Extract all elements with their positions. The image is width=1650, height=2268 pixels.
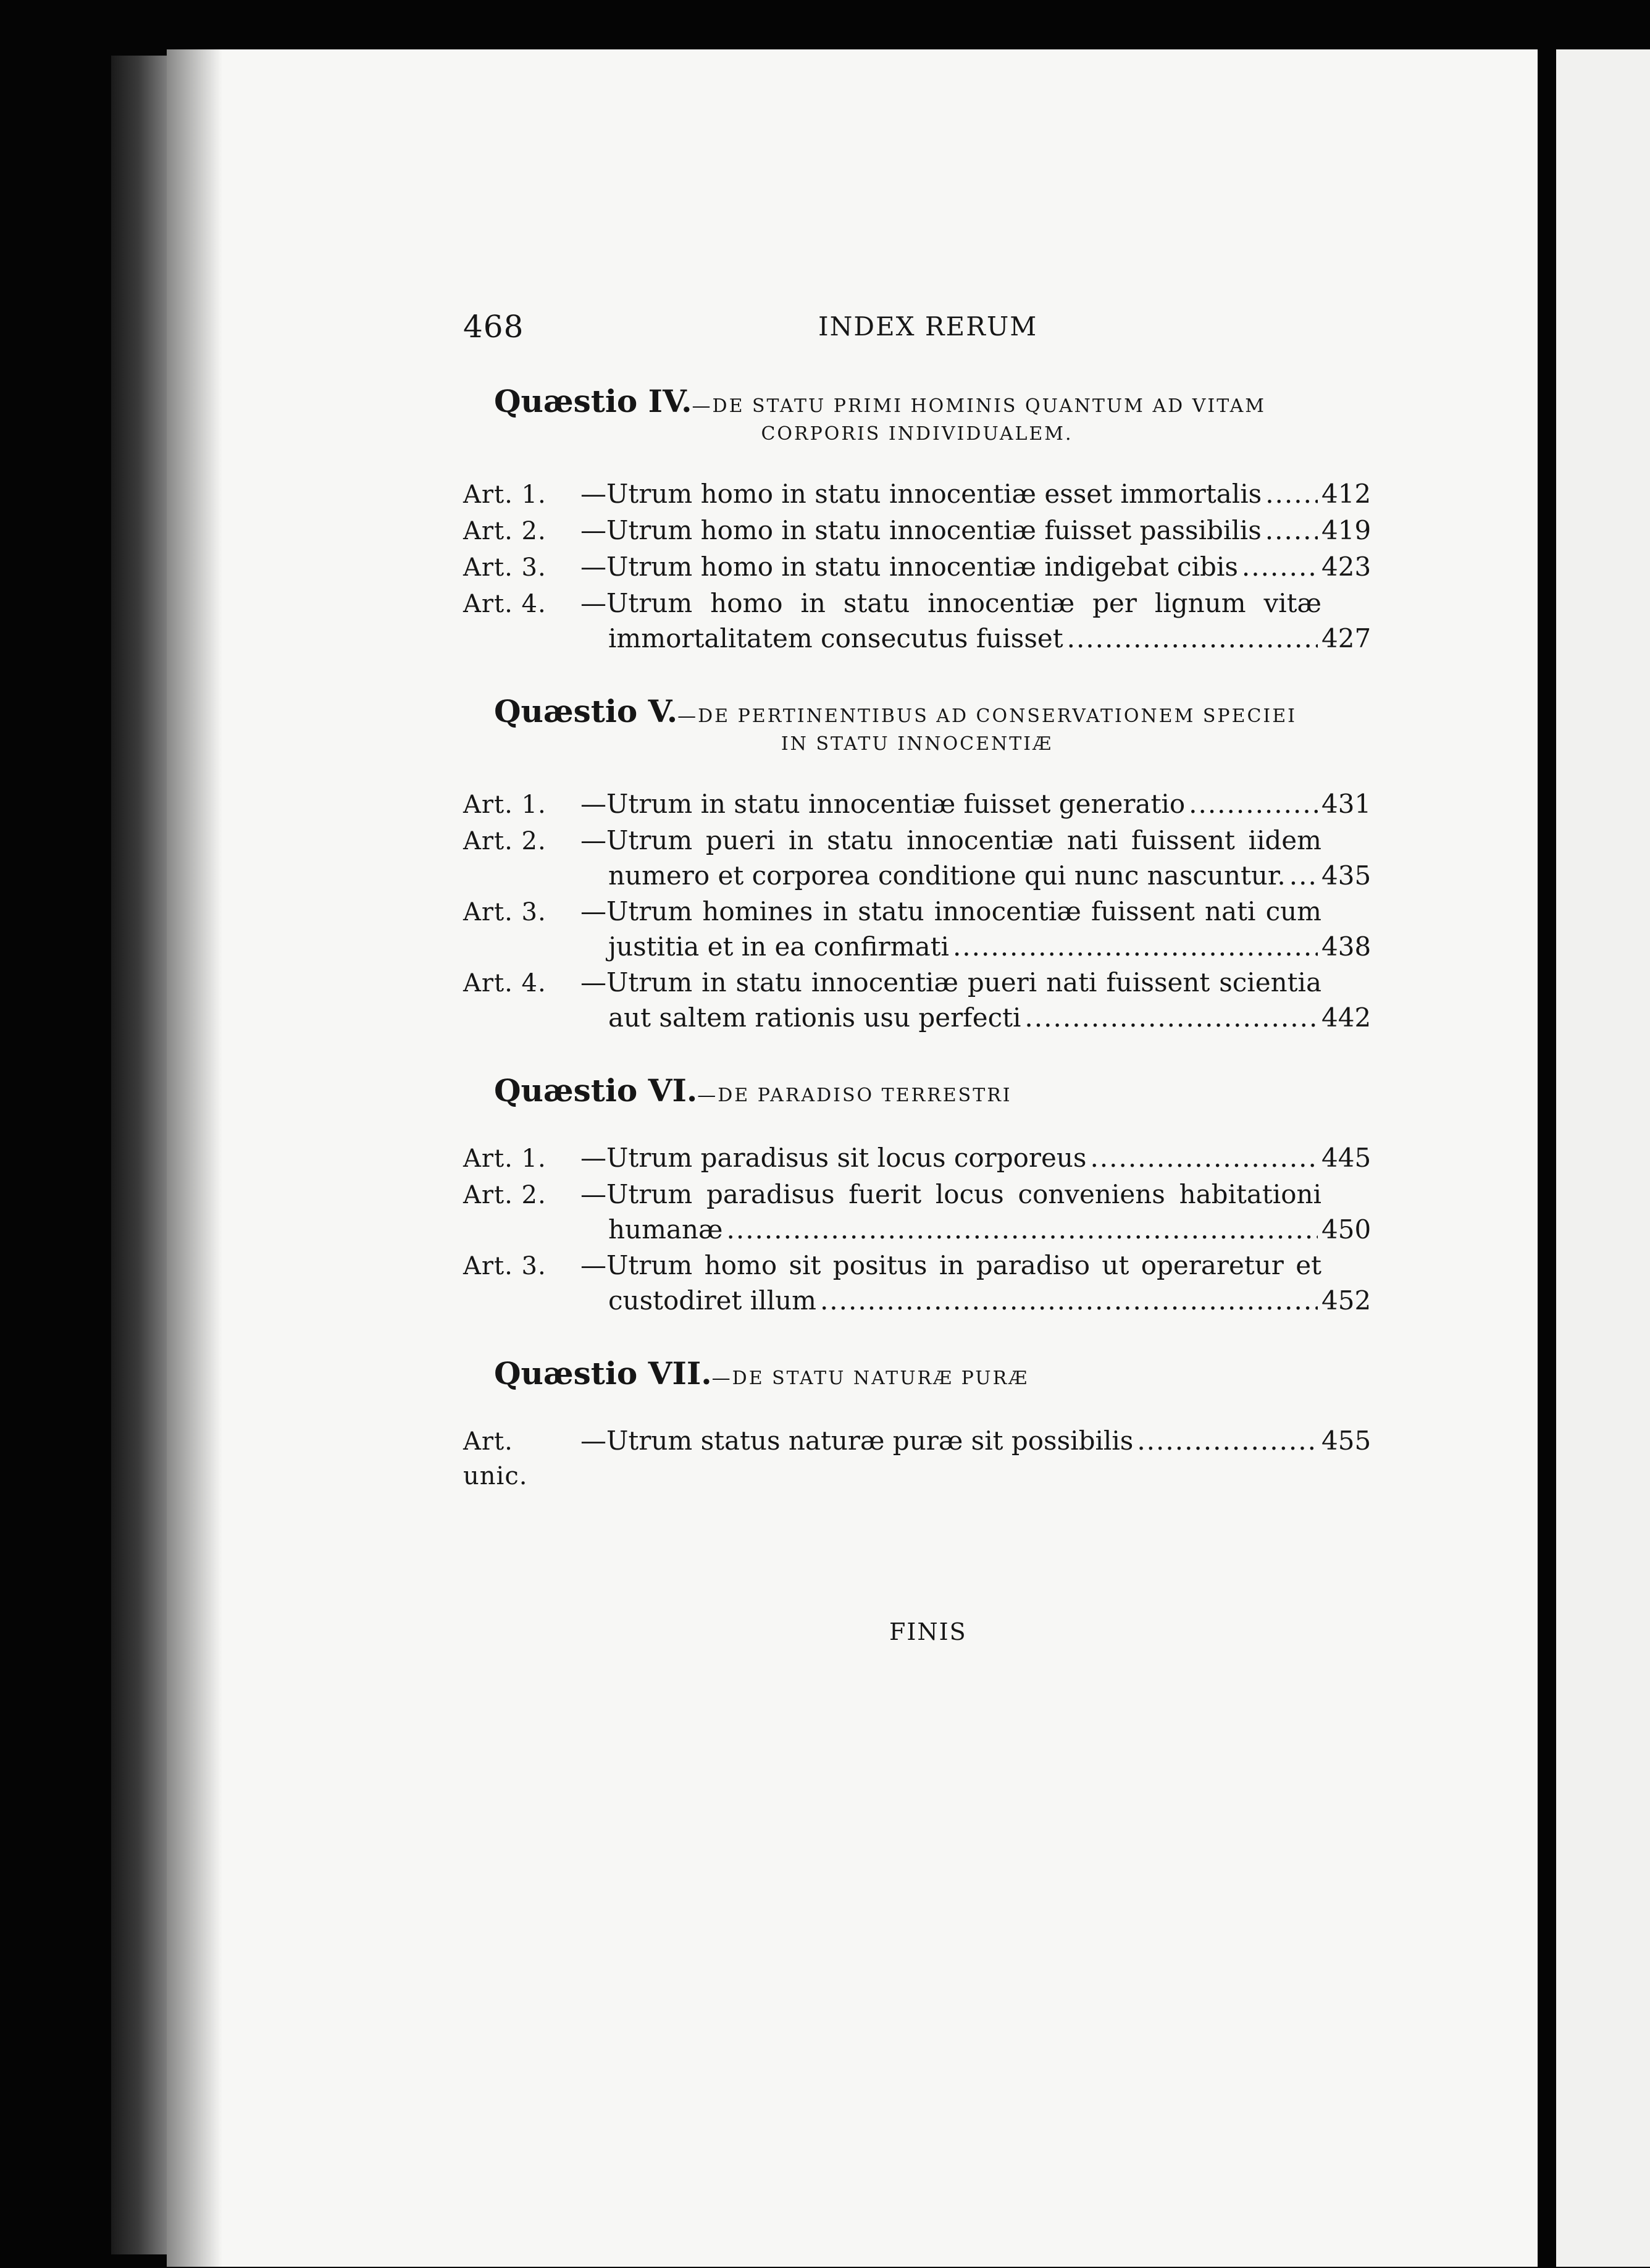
article-title: —Utrum homo in statu innocentiæ fuisset passibilis <box>580 515 1262 545</box>
article-title-continuation: numero et corporea conditione qui nunc nascuntur. <box>608 860 1286 891</box>
leader-dots <box>1024 1001 1318 1035</box>
article-number: Art. unic. <box>463 1427 528 1490</box>
article-title: —Utrum in statu innocentiæ fuisset generatio <box>580 789 1186 819</box>
page-number: 468 <box>463 309 524 345</box>
leader-dots <box>820 1283 1318 1318</box>
question-label: Quæstio VI. <box>494 1072 698 1109</box>
article-entry <box>463 1248 1371 1318</box>
article-title: —Utrum homo in statu innocentiæ indigebat cibis <box>580 552 1238 582</box>
leader-dots <box>1289 859 1318 893</box>
article-list <box>463 1424 1371 1493</box>
article-number: Art. 2. <box>463 517 547 545</box>
adjacent-page-edge <box>1556 49 1650 2267</box>
article-number: Art. 3. <box>463 1252 547 1280</box>
page-reference: 431 <box>1321 789 1372 819</box>
running-title: INDEX RERUM <box>818 311 1038 342</box>
page-reference: 450 <box>1321 1214 1372 1245</box>
leader-dots <box>1067 621 1318 656</box>
article-number: Art. 1. <box>463 1144 547 1173</box>
article-entry <box>463 787 1371 822</box>
article-entry <box>463 477 1371 512</box>
question-label: Quæstio VII. <box>494 1355 712 1392</box>
question-heading <box>494 1355 1315 1392</box>
article-number: Art. 3. <box>463 898 547 926</box>
article-title-continuation: immortalitatem consecutus fuisset <box>608 623 1063 653</box>
article-number: Art. 1. <box>463 791 547 819</box>
page-reference: 412 <box>1321 479 1372 509</box>
article-entry <box>463 894 1371 964</box>
article-title: —Utrum pueri in statu innocentiæ nati fuissent iidem <box>580 825 1321 855</box>
page-reference: 438 <box>1321 931 1372 962</box>
page-reference: 445 <box>1321 1143 1372 1173</box>
running-head <box>463 309 1371 358</box>
article-title: —Utrum status naturæ puræ sit possibilis <box>580 1426 1134 1456</box>
article-number: Art. 3. <box>463 553 547 582</box>
page-gutter-shadow <box>167 49 222 2267</box>
article-number: Art. 1. <box>463 481 547 509</box>
page-reference: 442 <box>1321 1002 1372 1033</box>
question-heading <box>494 383 1315 419</box>
question-label: Quæstio IV. <box>494 383 692 419</box>
article-entry <box>463 1141 1371 1176</box>
article-title: —Utrum homines in statu innocentiæ fuissent nati cum <box>580 896 1321 926</box>
question-title: —DE STATU PRIMI HOMINIS QUANTUM AD VITAM <box>692 395 1266 417</box>
article-title-continuation: humanæ <box>608 1214 723 1245</box>
leader-dots <box>1090 1141 1318 1175</box>
article-title-continuation: custodiret illum <box>608 1285 816 1316</box>
page-reference: 452 <box>1321 1285 1372 1316</box>
article-list <box>463 1141 1371 1318</box>
article-title: —Utrum paradisus sit locus corporeus <box>580 1143 1087 1173</box>
article-title: —Utrum paradisus fuerit locus conveniens habitationi <box>580 1179 1321 1209</box>
question-title-continuation: IN STATU INNOCENTIÆ <box>781 733 1053 755</box>
article-entry <box>463 513 1371 548</box>
leader-dots <box>1137 1424 1318 1458</box>
leader-dots <box>1189 787 1318 821</box>
question-section <box>463 1355 1371 1493</box>
question-title-continuation: CORPORIS INDIVIDUALEM. <box>761 423 1073 445</box>
article-title: —Utrum in statu innocentiæ pueri nati fuissent scientia <box>580 967 1321 998</box>
leader-dots <box>727 1212 1318 1247</box>
article-entry <box>463 1424 1371 1493</box>
page-reference: 455 <box>1321 1426 1372 1456</box>
article-entry <box>463 586 1371 656</box>
article-number: Art. 2. <box>463 827 547 855</box>
question-list <box>463 383 1371 1493</box>
question-title: —DE PERTINENTIBUS AD CONSERVATIONEM SPECIEI <box>677 705 1297 727</box>
article-number: Art. 4. <box>463 969 547 998</box>
article-list <box>463 477 1371 656</box>
question-section <box>463 383 1371 656</box>
question-title: —DE STATU NATURÆ PURÆ <box>711 1367 1029 1389</box>
question-heading <box>494 693 1315 729</box>
page-reference: 419 <box>1321 515 1372 545</box>
page-reference: 427 <box>1321 623 1372 653</box>
question-label: Quæstio V. <box>494 693 678 729</box>
question-heading <box>494 1072 1315 1109</box>
finis-label: FINIS <box>889 1618 967 1645</box>
article-list <box>463 787 1371 1035</box>
article-title-continuation: aut saltem rationis usu perfecti <box>608 1002 1021 1033</box>
question-title: —DE PARADISO TERRESTRI <box>697 1085 1012 1106</box>
article-title: —Utrum homo in statu innocentiæ per lignum vitæ <box>580 588 1321 618</box>
leader-dots <box>1265 513 1318 548</box>
article-number: Art. 2. <box>463 1181 547 1209</box>
leader-dots <box>1265 477 1318 511</box>
question-section <box>463 1072 1371 1318</box>
article-entry <box>463 550 1371 585</box>
index-content <box>463 309 1371 1531</box>
leader-dots <box>953 930 1318 964</box>
article-entry <box>463 823 1371 893</box>
question-section <box>463 693 1371 1035</box>
article-entry <box>463 1177 1371 1247</box>
article-title: —Utrum homo sit positus in paradiso ut operaretur et <box>580 1250 1321 1280</box>
page-reference: 423 <box>1321 552 1372 582</box>
article-number: Art. 4. <box>463 590 547 618</box>
article-entry <box>463 965 1371 1035</box>
page-reference: 435 <box>1321 860 1372 891</box>
article-title-continuation: justitia et in ea confirmati <box>608 931 949 962</box>
leader-dots <box>1242 550 1318 584</box>
article-title: —Utrum homo in statu innocentiæ esset immortalis <box>580 479 1262 509</box>
